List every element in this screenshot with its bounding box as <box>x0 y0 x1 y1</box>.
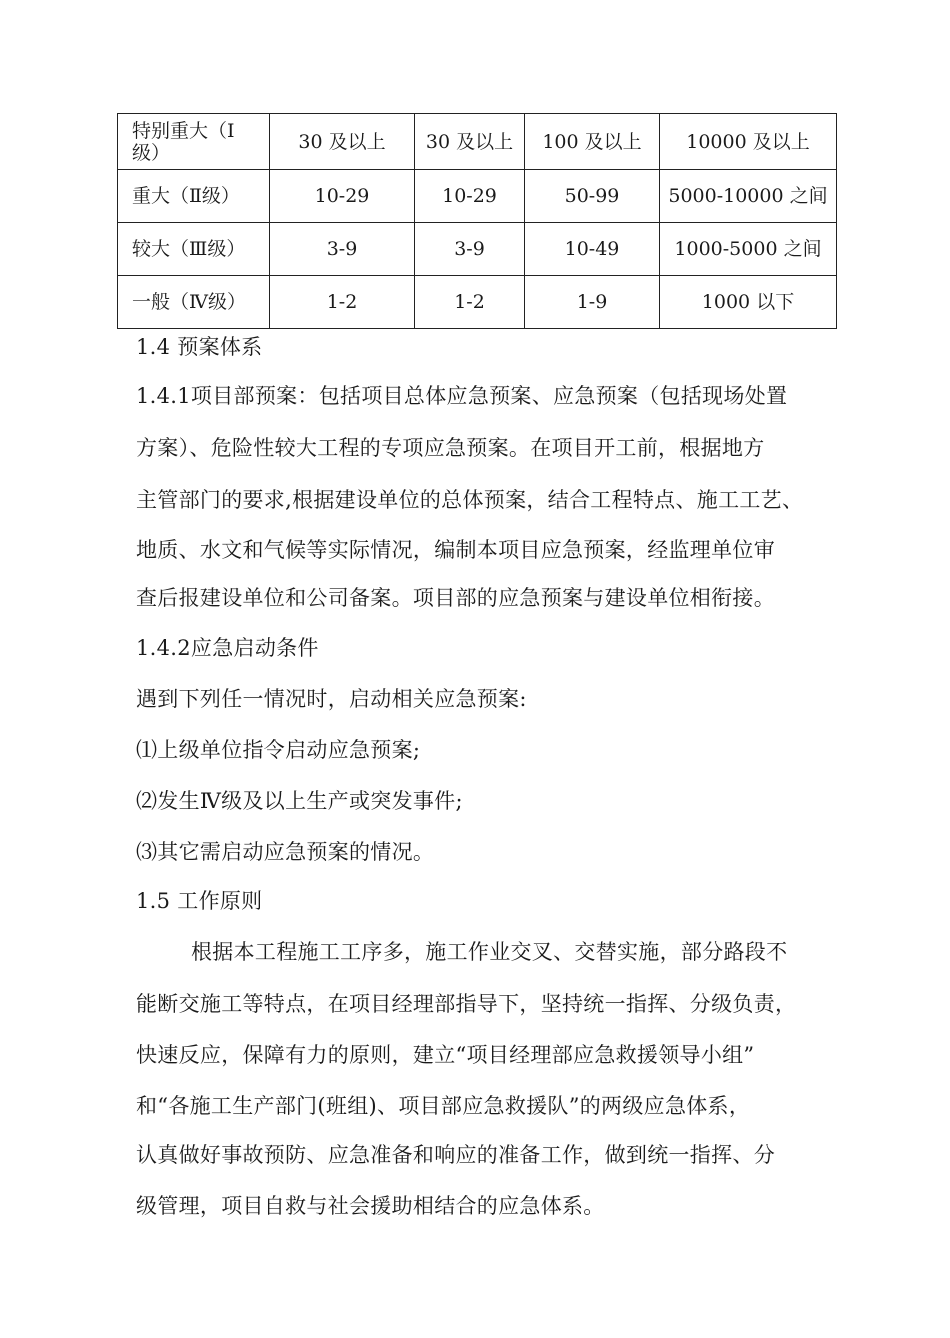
table-cell: 30 及以上 <box>270 114 415 170</box>
table-cell: 1-2 <box>270 276 415 329</box>
table-row <box>118 223 837 276</box>
table-cell: 10-29 <box>270 170 415 223</box>
table-cell: 10000 及以上 <box>660 114 837 170</box>
table-cell: 特别重大（Ⅰ级） <box>118 114 270 170</box>
section-heading-1-5: 1.5 工作原则 <box>136 889 263 913</box>
paragraph-line: 根据本工程施工工序多，施工作业交叉、交替实施，部分路段不 <box>191 940 788 964</box>
table-cell: 1-9 <box>525 276 660 329</box>
section-heading-1-4: 1.4 预案体系 <box>136 335 263 359</box>
table-cell: 3-9 <box>415 223 525 276</box>
table-cell: 100 及以上 <box>525 114 660 170</box>
table-cell: 1000 以下 <box>660 276 837 329</box>
paragraph-line: 地质、水文和气候等实际情况，编制本项目应急预案，经监理单位审 <box>136 538 775 562</box>
paragraph-line: 快速反应，保障有力的原则，建立“项目经理部应急救援领导小组” <box>136 1043 755 1067</box>
paragraph-line: 级管理，项目自救与社会援助相结合的应急体系。 <box>136 1194 605 1218</box>
table-row <box>118 276 837 329</box>
table-cell: 较大（Ⅲ级） <box>118 223 270 276</box>
list-item: ⑶其它需启动应急预案的情况。 <box>136 840 435 864</box>
paragraph-line: 和“各施工生产部门(班组)、项目部应急救援队”的两级应急体系， <box>136 1094 751 1118</box>
paragraph-line: 遇到下列任一情况时，启动相关应急预案: <box>136 687 527 711</box>
table-row <box>118 114 837 170</box>
table-cell: 30 及以上 <box>415 114 525 170</box>
paragraph-line: 能断交施工等特点，在项目经理部指导下，坚持统一指挥、分级负责， <box>136 992 797 1016</box>
incident-level-table <box>117 113 837 329</box>
list-item: ⑴上级单位指令启动应急预案; <box>136 738 421 762</box>
paragraph-line: 查后报建设单位和公司备案。项目部的应急预案与建设单位相衔接。 <box>136 586 775 610</box>
table-cell: 一般（Ⅳ级） <box>118 276 270 329</box>
paragraph-line: 1.4.1项目部预案：包括项目总体应急预案、应急预案（包括现场处置 <box>136 384 788 408</box>
table-cell: 10-29 <box>415 170 525 223</box>
paragraph-line: 主管部门的要求,根据建设单位的总体预案，结合工程特点、施工工艺、 <box>136 488 804 512</box>
table-cell: 5000-10000 之间 <box>660 170 837 223</box>
paragraph-line: 认真做好事故预防、应急准备和响应的准备工作，做到统一指挥、分 <box>136 1143 775 1167</box>
table-cell: 3-9 <box>270 223 415 276</box>
table-cell: 1-2 <box>415 276 525 329</box>
table-cell: 10-49 <box>525 223 660 276</box>
table-cell: 50-99 <box>525 170 660 223</box>
table-cell: 1000-5000 之间 <box>660 223 837 276</box>
table-row <box>118 170 837 223</box>
table-cell: 重大（Ⅱ级） <box>118 170 270 223</box>
paragraph-line: 方案）、危险性较大工程的专项应急预案。在项目开工前，根据地方 <box>136 436 765 460</box>
section-heading-1-4-2: 1.4.2应急启动条件 <box>136 636 319 660</box>
list-item: ⑵发生Ⅳ级及以上生产或突发事件; <box>136 789 463 813</box>
